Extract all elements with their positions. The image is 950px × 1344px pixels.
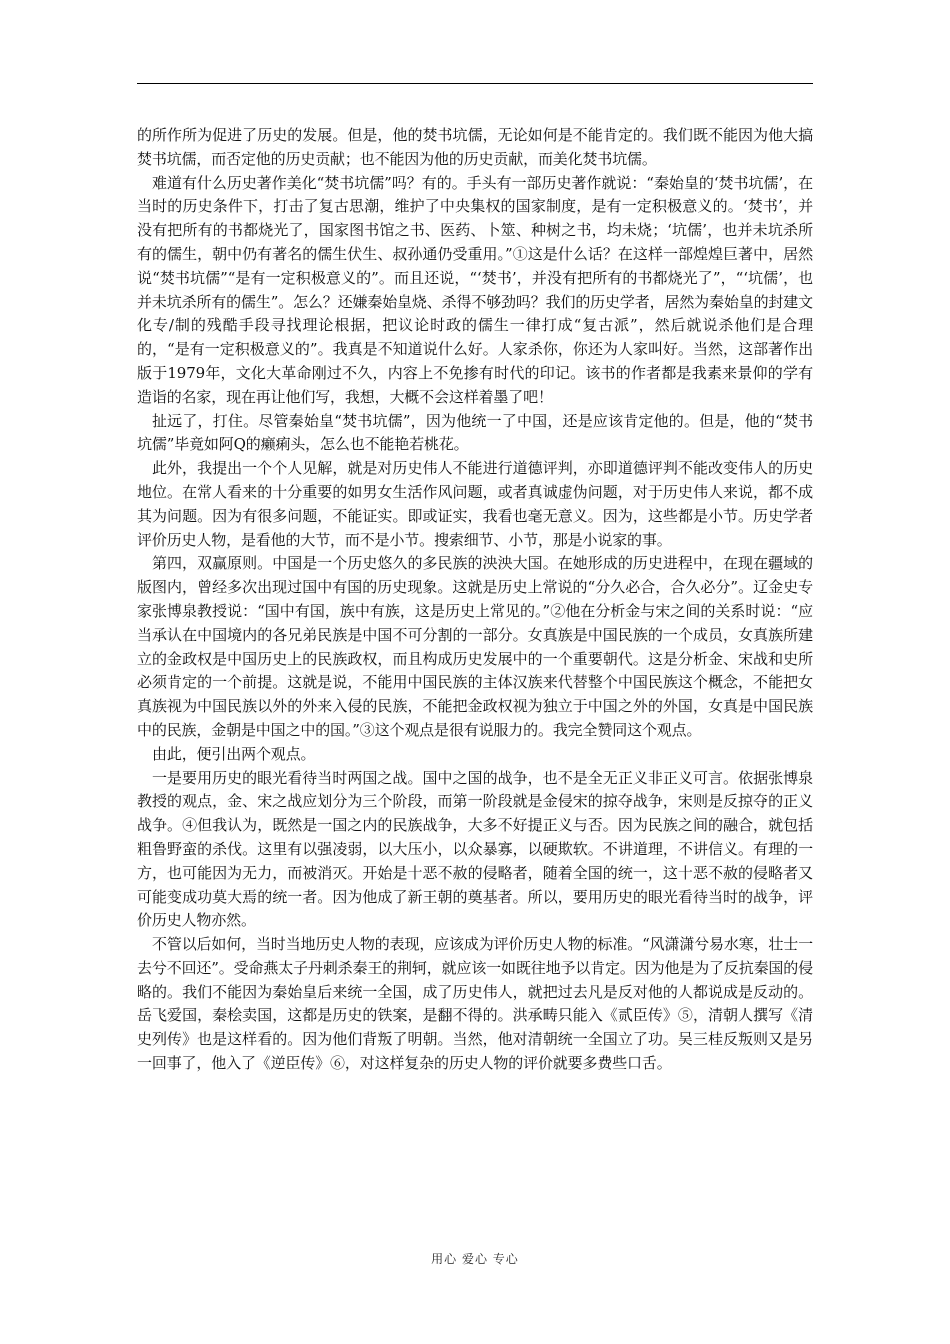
paragraph-7: 一是要用历史的眼光看待当时两国之战。国中之国的战争，也不是全无正义非正义可言。依据张博泉教授的观点，金、宋之战应划分为三个阶段，而第一阶段就是金侵宋的掠夺战争，宋则是反掠夺的正义战争。④但我认为，既然是一国之内的民族战争，大多不好提正义与否。因为民族之间的融合，就包括粗鲁野蛮的杀伐。这里有以强凌弱，以大压小，以众暴寡，以硬欺软。不讲道理，不讲信义。有理的一方，也可能因为无力，而被消灭。开始是十恶不赦的侵略者，随着全国的统一，这十恶不赦的侵略者又可能变成功莫大焉的统一者。因为他成了新王朝的奠基者。所以，要用历史的眼光看待当时的战争，评价历史人物亦然。 <box>137 768 813 930</box>
paragraph-6: 由此，便引出两个观点。 <box>152 744 316 763</box>
page-footer: 用心 爱心 专心 <box>431 1252 519 1266</box>
paragraph-2: 难道有什么历史著作美化“焚书坑儒”吗？有的。手头有一部历史著作就说：“秦始皇的‘焚书坑儒’，在当时的历史条件下，打击了复古思潮，维护了中央集权的国家制度，是有一定积极意义的。‘焚书’，并没有把所有的书都烧光了，国家图书馆之书、医药、卜筮、种树之书，均未烧；‘坑儒’，也并未坑杀所有的儒生，朝中仍有著名的儒生伏生、叔孙通仍受重用。”①这是什么话？在这样一部煌煌巨著中，居然说“焚书坑儒”“是有一定积极意义的”。而且还说，“‘焚书’，并没有把所有的书都烧光了”，“‘坑儒’，也并未坑杀所有的儒生”。怎么？还嫌秦始皇烧、杀得不够劲吗？我们的历史学者，居然为秦始皇的封建文化专/制的残酷手段寻找理论根据，把议论时政的儒生一律打成“复古派”，然后就说杀他们是合理的，“是有一定积极意义的”。我真是不知道说什么好。人家杀你，你还为人家叫好。当然，这部著作出版于1979年，文化大革命刚过不久，内容上不免掺有时代的印记。该书的作者都是我素来景仰的学有造诣的名家，现在再让他们写，我想，大概不会这样着墨了吧！ <box>137 173 813 406</box>
header-rule <box>137 83 813 84</box>
paragraph-8: 不管以后如何，当时当地历史人物的表现，应该成为评价历史人物的标准。“风潇潇兮易水寒，壮士一去兮不回还”。受命燕太子丹刺杀秦王的荆轲，就应该一如既往地予以肯定。因为他是为了反抗秦国的侵略的。我们不能因为秦始皇后来统一全国，成了历史伟人，就把过去凡是反对他的人都说成是反动的。岳飞爱国，秦桧卖国，这都是历史的铁案，是翻不得的。洪承畴只能入《贰臣传》⑤，清朝人撰写《清史列传》也是这样看的。因为他们背叛了明朝。当然，他对清朝统一全国立了功。吴三桂反叛则又是另一回事了，他入了《逆臣传》⑥，对这样复杂的历史人物的评价就要多费些口舌。 <box>137 935 813 1073</box>
article-body <box>137 124 813 1076</box>
paragraph-5: 第四，双赢原则。中国是一个历史悠久的多民族的泱泱大国。在她形成的历史进程中，在现在疆域的版图内，曾经多次出现过国中有国的历史现象。这就是历史上常说的“分久必合，合久必分”。辽金史专家张博泉教授说：“国中有国，族中有族，这是历史上常见的。”②他在分析金与宋之间的关系时说：“应当承认在中国境内的各兄弟民族是中国不可分割的一部分。女真族是中国民族的一个成员，女真族所建立的金政权是中国历史上的民族政权，而且构成历史发展中的一个重要朝代。这是分析金、宋战和史所必须肯定的一个前提。这就是说，不能用中国民族的主体汉族来代替整个中国民族这个概念，不能把女真族视为中国民族以外的外来入侵的民族，不能把金政权视为独立于中国之外的外国，女真是中国民族中的民族，金朝是中国之中的国。”③这个观点是很有说服力的。我完全赞同这个观点。 <box>137 554 813 739</box>
paragraph-4: 此外，我提出一个个人见解，就是对历史伟人不能进行道德评判，亦即道德评判不能改变伟人的历史地位。在常人看来的十分重要的如男女生活作风问题，或者真诚虚伪问题，对于历史伟人来说，都不成其为问题。因为有很多问题，不能证实。即或证实，我看也毫无意义。因为，这些都是小节。历史学者评价历史人物，是看他的大节，而不是小节。搜索细节、小节，那是小说家的事。 <box>137 459 813 549</box>
paragraph-3: 扯远了，打住。尽管秦始皇“焚书坑儒”，因为他统一了中国，还是应该肯定他的。但是，他的“焚书坑儒”毕竟如阿Q的癞痢头，怎么也不能艳若桃花。 <box>137 411 813 454</box>
paragraph-1: 的所作所为促进了历史的发展。但是，他的焚书坑儒，无论如何是不能肯定的。我们既不能因为他大搞焚书坑儒，而否定他的历史贡献；也不能因为他的历史贡献，而美化焚书坑儒。 <box>137 126 813 168</box>
